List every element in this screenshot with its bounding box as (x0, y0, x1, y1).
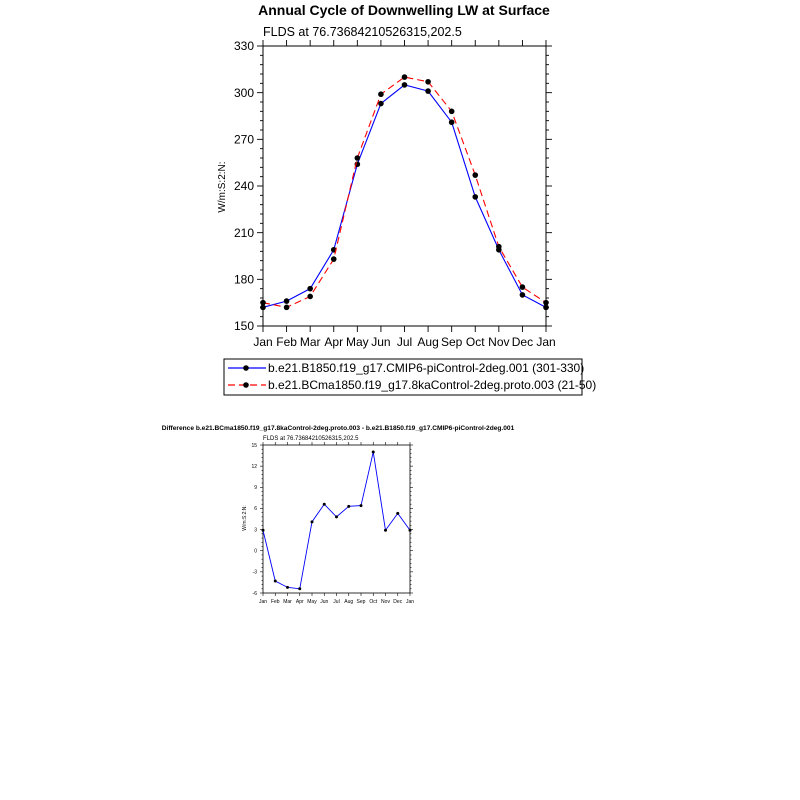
main-chart-series (260, 74, 549, 310)
difference-chart-ytick-label: 3 (254, 527, 257, 534)
main-chart-xtick-label: Mar (299, 335, 321, 349)
difference-chart-series-1-point (372, 451, 375, 454)
main-chart-subtitle: FLDS at 76.73684210526315,202.5 (263, 25, 462, 39)
main-chart-ytick-label: 210 (233, 225, 254, 240)
difference-chart-xtick-label: Dec (393, 599, 403, 605)
main-chart-series-1-point (449, 119, 455, 125)
difference-chart-series-1-point (262, 529, 265, 532)
difference-chart-series-line-1 (263, 452, 410, 589)
difference-chart-xtick-label: Apr (295, 599, 304, 605)
difference-chart-subtitle: FLDS at 76.73684210526315,202.5 (263, 436, 359, 442)
legend-marker-series-1 (243, 365, 249, 371)
main-chart-series-2-point (378, 91, 384, 97)
main-plot-frame (263, 46, 546, 326)
main-chart-series-2-point (472, 172, 478, 178)
legend-label-series-2: b.e21.BCma1850.f19_g17.8kaControl-2deg.proto.003 (21-50) (268, 378, 597, 392)
main-chart-ytick-label: 180 (233, 272, 254, 287)
legend-marker-series-2 (243, 382, 249, 388)
difference-chart-xtick-label: Sep (356, 599, 366, 605)
difference-chart-ytick-label: 6 (254, 506, 257, 513)
main-chart-title: Annual Cycle of Downwelling LW at Surface (258, 2, 550, 18)
main-chart-xtick-label: May (345, 335, 369, 349)
difference-chart-ytick-label: 12 (251, 463, 257, 470)
main-chart-ytick-label: 270 (233, 132, 254, 147)
difference-chart (162, 425, 515, 605)
main-chart-series-2-point (402, 74, 408, 80)
difference-chart-y-axis (251, 443, 413, 597)
main-chart-ytick-label: 240 (233, 179, 254, 194)
difference-chart-ytick-label: 0 (254, 548, 257, 555)
main-chart-xtick-label: Dec (511, 335, 534, 349)
difference-chart-xtick-label: Jan (258, 599, 268, 605)
main-chart-series-2-point (425, 79, 431, 85)
difference-chart-xtick-label: May (307, 599, 317, 605)
difference-chart-xtick-label: Jun (320, 599, 329, 605)
main-chart-xtick-label: Feb (276, 335, 297, 349)
main-chart-series-1-point (307, 286, 313, 292)
difference-chart-series-1-point (335, 515, 338, 518)
main-chart-series-2-point (355, 155, 361, 161)
main-chart-series-2-point (260, 300, 266, 306)
main-chart-xtick-label: Apr (324, 335, 344, 349)
difference-chart-series-1-point (384, 529, 387, 532)
main-chart-series-1-point (520, 292, 526, 298)
difference-chart-ytick-label: -3 (252, 569, 257, 576)
difference-plot-frame (263, 445, 410, 593)
main-chart-xtick-label: Sep (440, 335, 463, 349)
difference-chart-title: Difference b.e21.BCma1850.f19_g17.8kaControl-2deg.proto.003 - b.e21.B1850.f19_g17.CMIP6-piControl-2deg.001 (161, 425, 515, 432)
main-chart-series-2-point (449, 109, 455, 115)
difference-chart-ytick-label: 15 (251, 442, 257, 449)
difference-chart-series-1-point (396, 512, 399, 515)
main-chart-series-line-1 (263, 85, 546, 307)
main-chart-series-2-point (520, 284, 526, 290)
difference-chart-series-1-point (409, 529, 412, 532)
main-chart (217, 2, 556, 349)
main-chart-series-1-point (284, 298, 290, 304)
legend-label-series-1: b.e21.B1850.f19_g17.CMIP6-piControl-2deg.001 (301-330) (268, 361, 585, 375)
difference-chart-xtick-label: Jul (333, 599, 340, 605)
difference-chart-xtick-label: Feb (270, 599, 280, 605)
main-chart-ytick-label: 330 (233, 39, 254, 54)
difference-chart-xtick-label: Oct (369, 599, 378, 605)
main-chart-ytick-label: 300 (233, 85, 254, 100)
main-chart-xtick-label: Jun (371, 335, 391, 349)
main-chart-y-axis (234, 39, 552, 333)
main-chart-xtick-label: Jul (396, 335, 413, 349)
main-chart-series-line-2 (263, 77, 546, 307)
main-chart-series-1-point (402, 82, 408, 88)
main-chart-legend (224, 359, 596, 395)
main-chart-series-2-point (496, 244, 502, 250)
main-chart-xtick-label: Oct (465, 335, 485, 349)
difference-chart-series-1-point (347, 505, 350, 508)
difference-chart-series-1-point (298, 587, 301, 590)
main-chart-series-2-point (331, 256, 337, 262)
main-chart-ylabel: W/m:S:2:N: (217, 161, 228, 213)
difference-chart-xtick-label: Nov (381, 599, 390, 605)
difference-chart-xtick-label: Jan (405, 599, 415, 605)
difference-chart-ytick-label: 9 (254, 485, 257, 492)
main-chart-series-2-point (284, 305, 290, 311)
difference-chart-series-1-point (323, 503, 326, 506)
difference-chart-series-1-point (274, 580, 277, 583)
main-chart-series-2-point (543, 300, 549, 306)
main-chart-series-1-point (425, 88, 431, 94)
difference-chart-series-1-point (360, 504, 363, 507)
difference-chart-series (262, 451, 412, 591)
main-chart-xtick-label: Jan (253, 335, 273, 349)
main-chart-xtick-label: Nov (488, 335, 510, 349)
difference-chart-series-1-point (286, 586, 289, 589)
main-chart-ytick-label: 150 (233, 319, 254, 334)
difference-chart-series-1-point (311, 520, 314, 523)
main-chart-series-2-point (307, 294, 313, 300)
difference-chart-ylabel: W/m:S:2:N: (242, 505, 248, 531)
difference-chart-xtick-label: Aug (344, 599, 354, 605)
difference-chart-ytick-label: -6 (252, 590, 257, 597)
main-chart-series-1-point (472, 194, 478, 200)
main-chart-series-1-point (378, 101, 384, 107)
main-chart-xtick-label: Aug (417, 335, 439, 349)
difference-chart-xtick-label: Mar (283, 599, 292, 605)
main-chart-xtick-label: Jan (536, 335, 556, 349)
